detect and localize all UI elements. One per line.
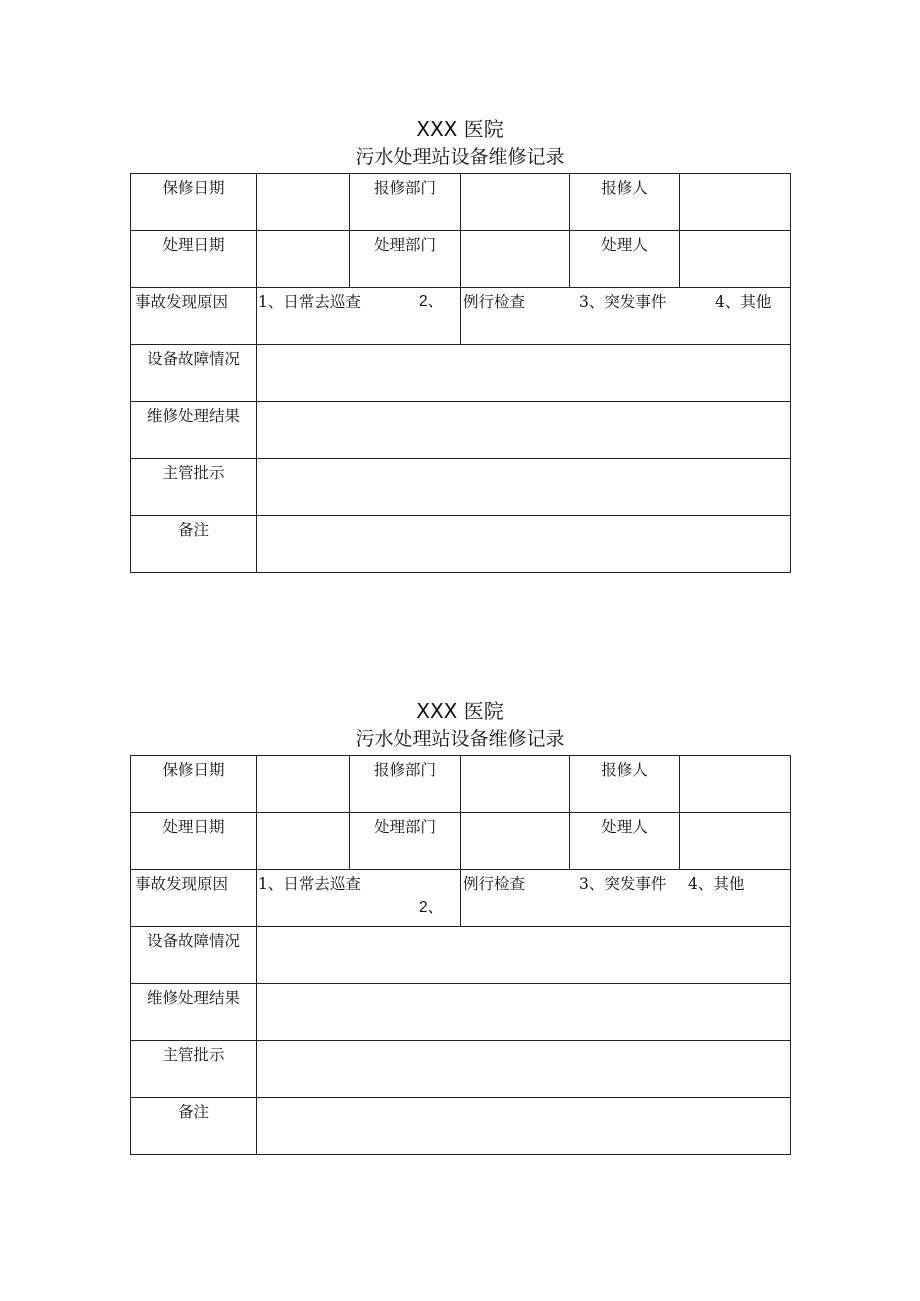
label-cell: [131, 870, 257, 927]
table-row: [131, 1041, 791, 1098]
fault-field[interactable]: [257, 927, 791, 984]
label-cell: [131, 174, 257, 231]
reporter-label: 报修人: [601, 179, 648, 197]
label-cell: [131, 288, 257, 345]
reason-option-2-number[interactable]: 2、: [419, 293, 444, 310]
result-field[interactable]: [257, 984, 791, 1041]
table-row: [131, 756, 791, 813]
label-cell: [131, 1098, 257, 1155]
hospital-name: XXX 医院: [416, 117, 504, 141]
table-row: [131, 870, 791, 927]
report-dept-field[interactable]: [461, 174, 570, 231]
reason-options-a: [257, 288, 461, 345]
remarks-field[interactable]: [257, 1098, 791, 1155]
reason-option-1[interactable]: 1、日常去巡查: [258, 293, 361, 311]
warranty-date-label: 保修日期: [162, 179, 225, 197]
label-cell: [350, 231, 461, 288]
handle-date-field[interactable]: [257, 813, 350, 870]
warranty-date-label: 保修日期: [162, 761, 225, 779]
table-row: [131, 288, 791, 345]
handler-field[interactable]: [680, 231, 791, 288]
table-row: [131, 984, 791, 1041]
reason-option-2-text[interactable]: 例行检查: [463, 875, 526, 893]
result-field[interactable]: [257, 402, 791, 459]
reason-option-4[interactable]: 4、其他: [715, 293, 772, 311]
table-row: [131, 459, 791, 516]
handle-date-label: 处理日期: [162, 236, 225, 254]
reporter-label: 报修人: [601, 761, 648, 779]
label-cell: [131, 927, 257, 984]
label-cell: [131, 345, 257, 402]
remarks-label: 备注: [177, 1103, 209, 1121]
handle-date-field[interactable]: [257, 231, 350, 288]
label-cell: [570, 756, 680, 813]
result-label: 维修处理结果: [146, 407, 240, 425]
reason-option-1[interactable]: 1、日常去巡查: [258, 875, 361, 893]
hospital-name: XXX 医院: [416, 699, 504, 723]
repair-form-2: [130, 698, 790, 1155]
supervisor-field[interactable]: [257, 1041, 791, 1098]
report-dept-label: 报修部门: [373, 179, 436, 197]
warranty-date-field[interactable]: [257, 174, 350, 231]
reason-options-a: [257, 870, 461, 927]
supervisor-label: 主管批示: [162, 1046, 225, 1064]
remarks-field[interactable]: [257, 516, 791, 573]
repair-form-1: [130, 116, 790, 573]
label-cell: [131, 813, 257, 870]
table-row: [131, 231, 791, 288]
handle-dept-label: 处理部门: [373, 818, 436, 836]
label-cell: [131, 756, 257, 813]
label-cell: [131, 516, 257, 573]
label-cell: [570, 174, 680, 231]
label-cell: [131, 402, 257, 459]
handle-dept-label: 处理部门: [373, 236, 436, 254]
table-row: [131, 402, 791, 459]
handle-date-label: 处理日期: [162, 818, 225, 836]
table-row: [131, 1098, 791, 1155]
form-title: 污水处理站设备维修记录: [355, 728, 565, 750]
label-cell: [350, 813, 461, 870]
reason-options-b: [461, 870, 791, 927]
reason-label: 事故发现原因: [135, 293, 229, 311]
label-cell: [570, 813, 680, 870]
reason-label: 事故发现原因: [135, 875, 229, 893]
report-dept-field[interactable]: [461, 756, 570, 813]
result-label: 维修处理结果: [146, 989, 240, 1007]
label-cell: [131, 1041, 257, 1098]
handler-label: 处理人: [601, 236, 648, 254]
fault-label: 设备故障情况: [146, 350, 240, 368]
repair-table: [130, 755, 791, 1155]
label-cell: [131, 984, 257, 1041]
label-cell: [570, 231, 680, 288]
report-dept-label: 报修部门: [373, 761, 436, 779]
supervisor-field[interactable]: [257, 459, 791, 516]
remarks-label: 备注: [177, 521, 209, 539]
reason-option-3[interactable]: 3、突发事件: [579, 875, 667, 893]
table-row: [131, 927, 791, 984]
supervisor-label: 主管批示: [162, 464, 225, 482]
table-row: [131, 174, 791, 231]
handler-field[interactable]: [680, 813, 791, 870]
reason-options-b: [461, 288, 791, 345]
handle-dept-field[interactable]: [461, 813, 570, 870]
form-title: 污水处理站设备维修记录: [355, 146, 565, 168]
reason-option-2-text[interactable]: 例行检查: [463, 293, 526, 311]
repair-table: [130, 173, 791, 573]
label-cell: [350, 756, 461, 813]
fault-label: 设备故障情况: [146, 932, 240, 950]
reason-option-3[interactable]: 3、突发事件: [579, 293, 667, 311]
table-row: [131, 813, 791, 870]
warranty-date-field[interactable]: [257, 756, 350, 813]
fault-field[interactable]: [257, 345, 791, 402]
reason-option-4[interactable]: 4、其他: [688, 875, 745, 893]
handler-label: 处理人: [601, 818, 648, 836]
table-row: [131, 345, 791, 402]
label-cell: [131, 231, 257, 288]
handle-dept-field[interactable]: [461, 231, 570, 288]
label-cell: [131, 459, 257, 516]
label-cell: [350, 174, 461, 231]
reporter-field[interactable]: [680, 174, 791, 231]
reporter-field[interactable]: [680, 756, 791, 813]
reason-option-2-number[interactable]: 2、: [419, 899, 444, 916]
table-row: [131, 516, 791, 573]
